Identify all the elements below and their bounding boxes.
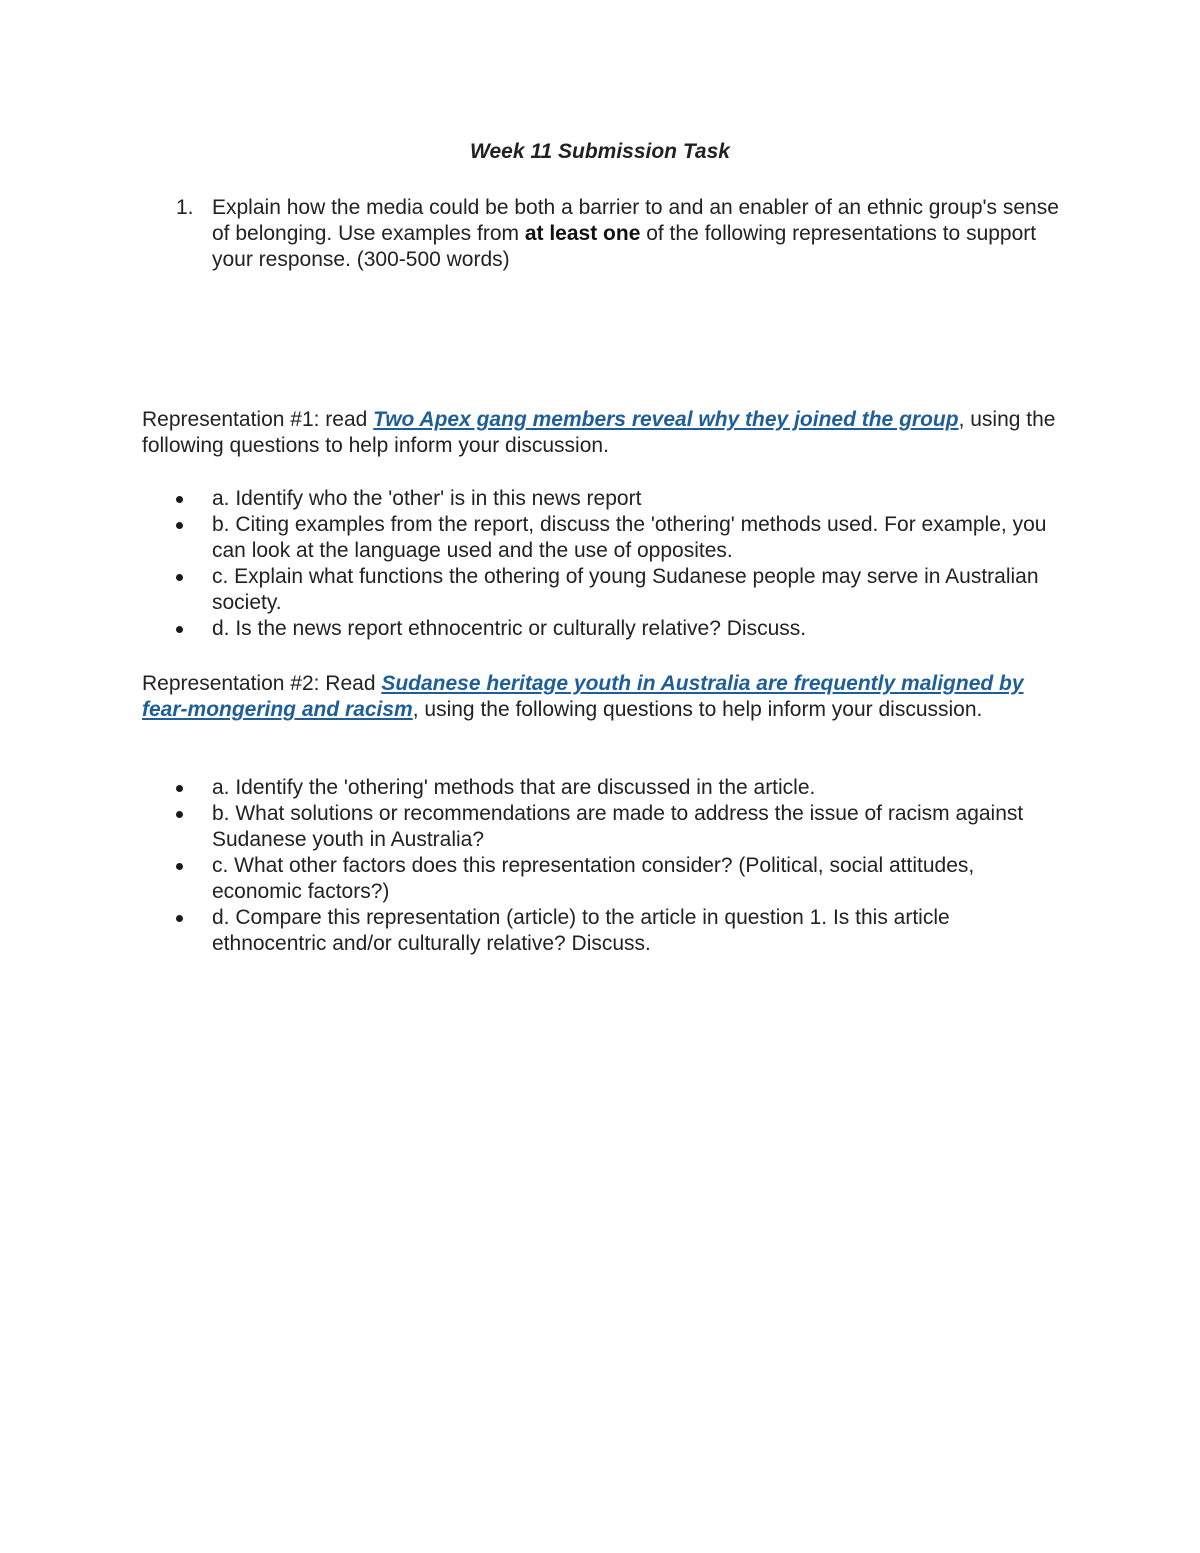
- bullet-icon: [176, 863, 183, 870]
- list-item-text: d. Compare this representation (article) to the article in question 1. Is this article ethnocentric and/or culturally relative? Discuss.: [212, 906, 950, 955]
- bullet-icon: [176, 522, 183, 529]
- bullet-icon: [176, 574, 183, 581]
- representation-1-suffix: , using the following questions to help inform your discussion.: [142, 408, 1056, 457]
- representation-2-link[interactable]: Sudanese heritage youth in Australia are frequently maligned by fear-mongering and racism: [142, 672, 1024, 721]
- representation-1-questions: [176, 486, 1066, 642]
- question-1-emphasis: at least one: [524, 222, 641, 245]
- question-1-text: [212, 195, 1066, 273]
- list-item: [176, 512, 1066, 564]
- list-item: [176, 564, 1066, 616]
- bullet-icon: [176, 811, 183, 818]
- list-item: [176, 616, 1066, 642]
- list-item-text: c. Explain what functions the othering of young Sudanese people may serve in Australian society.: [212, 565, 1039, 614]
- list-item-text: b. Citing examples from the report, discuss the 'othering' methods used. For example, you can look at the language used and the use of opposites.: [212, 513, 1047, 562]
- bullet-icon: [176, 626, 183, 633]
- representation-1-prefix: Representation #1: read: [142, 408, 374, 431]
- list-item-text: d. Is the news report ethnocentric or culturally relative? Discuss.: [212, 617, 807, 640]
- representation-2-intro: [142, 671, 1072, 723]
- bullet-icon: [176, 496, 183, 503]
- representation-2-suffix: , using the following questions to help inform your discussion.: [412, 698, 983, 721]
- list-item: [176, 775, 1066, 801]
- representation-1-intro: [142, 407, 1072, 459]
- list-item-text: a. Identify the 'othering' methods that are discussed in the article.: [212, 776, 816, 799]
- question-1-text-before: Explain how the media could be both a barrier to and an enabler of an ethnic group's sense of belonging. Use examples from: [212, 196, 1059, 245]
- list-item: [176, 853, 1066, 905]
- document-title: Week 11 Submission Task: [470, 140, 730, 163]
- bullet-icon: [176, 785, 183, 792]
- list-item: [176, 486, 1066, 512]
- question-1-text-after: of the following representations to support your response. (300-500 words): [212, 222, 1037, 271]
- list-item: [176, 905, 1066, 957]
- list-item-text: a. Identify who the 'other' is in this news report: [212, 487, 642, 510]
- question-1-number: 1.: [176, 196, 194, 219]
- representation-1-link[interactable]: Two Apex gang members reveal why they joined the group: [373, 408, 959, 431]
- list-item: [176, 801, 1066, 853]
- question-1: [176, 195, 1066, 273]
- representation-2-questions: [176, 775, 1066, 957]
- list-item-text: c. What other factors does this representation consider? (Political, social attitudes, economic factors?): [212, 854, 975, 903]
- list-item-text: b. What solutions or recommendations are made to address the issue of racism against Sudanese youth in Australia?: [212, 802, 1024, 851]
- bullet-icon: [176, 915, 183, 922]
- representation-2-prefix: Representation #2: Read: [142, 672, 382, 695]
